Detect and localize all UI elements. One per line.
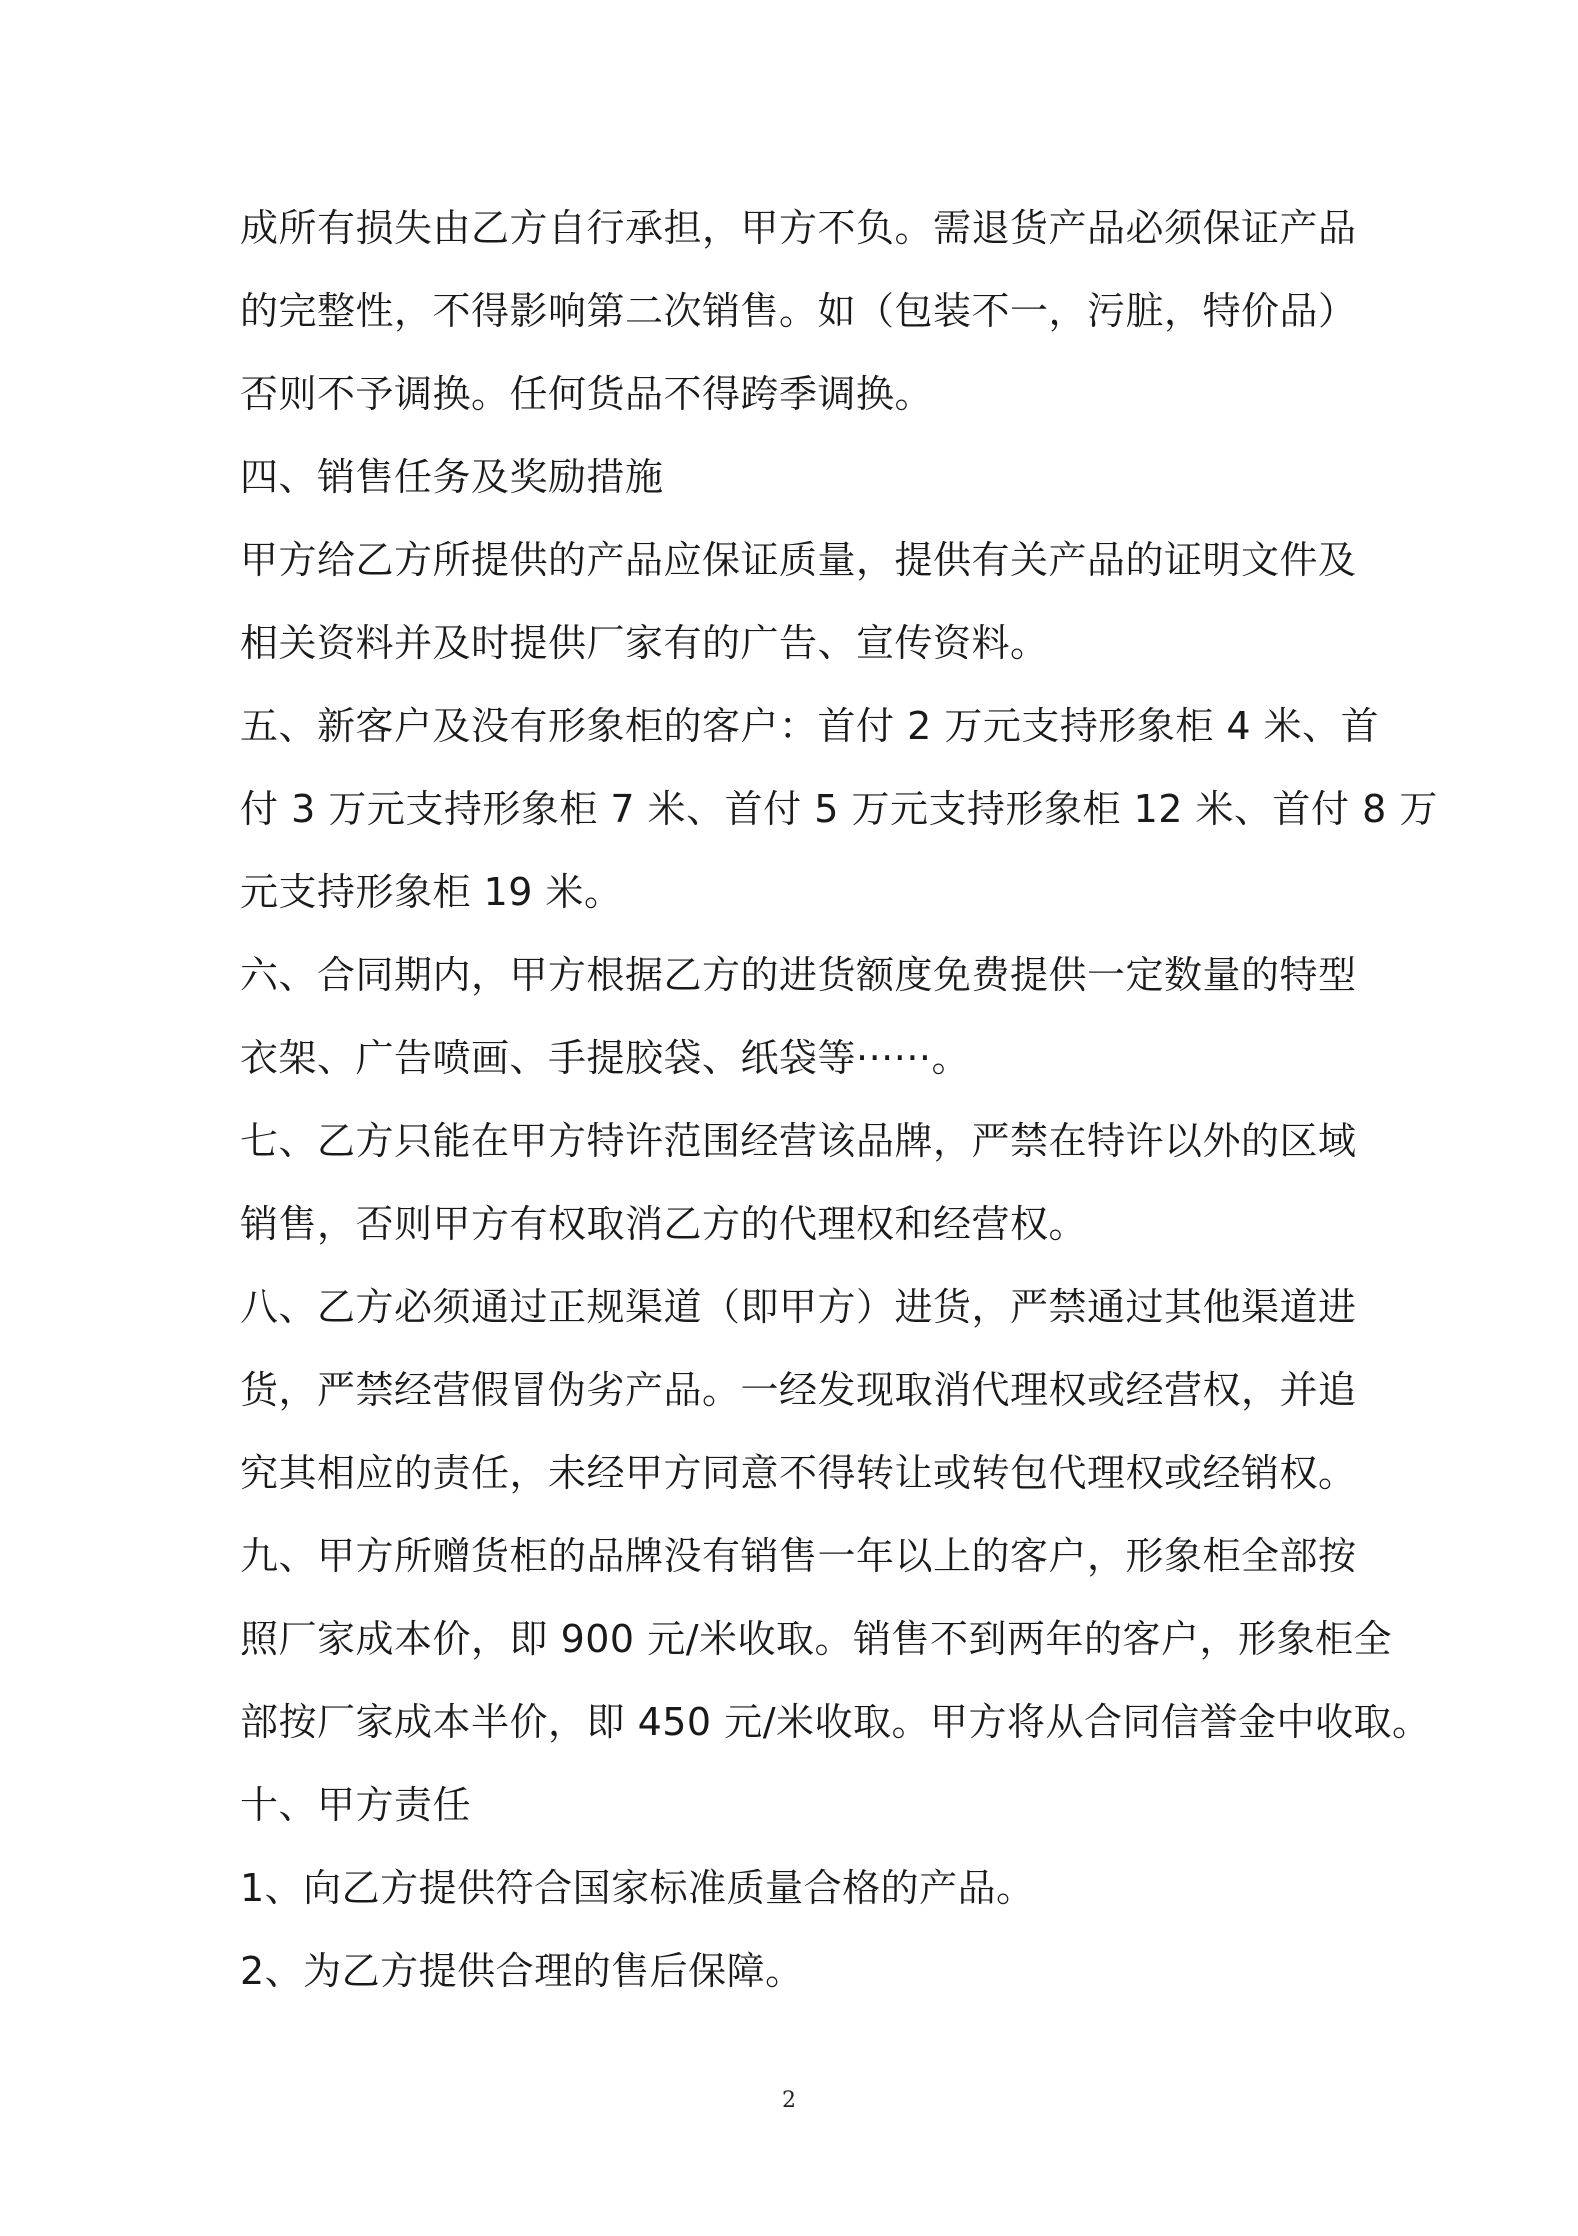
text-line: 九、甲方所赠货柜的品牌没有销售一年以上的客户，形象柜全部按 [240, 1534, 1357, 1578]
text-line: 衣架、广告喷画、手提胶袋、纸袋等······。 [240, 1036, 970, 1080]
text-line: 成所有损失由乙方自行承担，甲方不负。需退货产品必须保证产品 [240, 206, 1357, 250]
text-line: 否则不予调换。任何货品不得跨季调换。 [240, 372, 934, 416]
section-heading: 四、销售任务及奖励措施 [240, 455, 664, 499]
text-line: 五、新客户及没有形象柜的客户：首付 2 万元支持形象柜 4 米、首 [240, 704, 1380, 748]
text-line: 元支持形象柜 19 米。 [240, 870, 623, 914]
text-line: 究其相应的责任，未经甲方同意不得转让或转包代理权或经销权。 [240, 1451, 1357, 1495]
text-line: 相关资料并及时提供厂家有的广告、宣传资料。 [240, 621, 1049, 665]
text-line: 甲方给乙方所提供的产品应保证质量，提供有关产品的证明文件及 [240, 538, 1357, 582]
section-heading: 十、甲方责任 [240, 1783, 472, 1827]
text-line: 照厂家成本价，即 900 元/米收取。销售不到两年的客户，形象柜全 [240, 1617, 1392, 1661]
text-line: 部按厂家成本半价，即 450 元/米收取。甲方将从合同信誉金中收取。 [240, 1700, 1431, 1744]
text-line: 六、合同期内，甲方根据乙方的进货额度免费提供一定数量的特型 [240, 953, 1357, 997]
text-line: 付 3 万元支持形象柜 7 米、首付 5 万元支持形象柜 12 米、首付 8 万 [240, 787, 1438, 831]
text-line: 1、向乙方提供符合国家标准质量合格的产品。 [240, 1866, 1035, 1910]
text-line: 销售，否则甲方有权取消乙方的代理权和经营权。 [240, 1202, 1088, 1246]
text-line: 七、乙方只能在甲方特许范围经营该品牌，严禁在特许以外的区域 [240, 1119, 1357, 1163]
text-line: 的完整性，不得影响第二次销售。如（包装不一，污脏，特价品） [240, 289, 1357, 333]
text-line: 货，严禁经营假冒伪劣产品。一经发现取消代理权或经营权，并追 [240, 1368, 1357, 1412]
text-line: 2、为乙方提供合理的售后保障。 [240, 1949, 804, 1993]
text-line: 八、乙方必须通过正规渠道（即甲方）进货，严禁通过其他渠道进 [240, 1285, 1357, 1329]
page-number: 2 [782, 2088, 796, 2113]
